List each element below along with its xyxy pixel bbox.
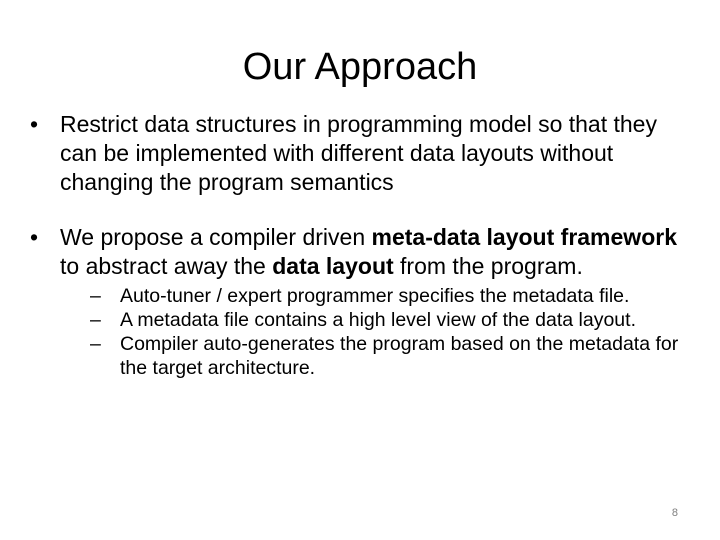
bold-text: data layout (272, 253, 394, 279)
bullet-text: We propose a compiler driven (60, 224, 372, 250)
bullet-text: from the program. (393, 253, 583, 279)
sub-bullet-text: A metadata file contains a high level view of the data layout. (120, 309, 636, 331)
slide-title: Our Approach (242, 46, 478, 88)
bullet-icon: • (30, 224, 39, 250)
dash-icon: – (90, 309, 101, 331)
sub-bullet-item (90, 332, 690, 380)
bullet-item (30, 223, 690, 380)
dash-icon: – (90, 285, 101, 307)
bullet-text: Restrict data structures in programming model so that they can be implemented with different data layouts without changing the program semantics (60, 111, 657, 195)
bullet-item (30, 110, 690, 197)
sub-bullet-list (60, 284, 690, 380)
bullet-list (30, 110, 690, 380)
bold-text: meta-data layout framework (371, 224, 677, 250)
slide-number: 8 (671, 507, 678, 519)
sub-bullet-item (90, 308, 690, 332)
sub-bullet-text: Auto-tuner / expert programmer specifies the metadata file. (120, 285, 630, 307)
bullet-text: to abstract away the (60, 253, 273, 279)
bullet-icon: • (30, 111, 39, 137)
dash-icon: – (90, 333, 101, 355)
sub-bullet-text: Compiler auto-generates the program based on the metadata for the target architecture. (120, 333, 679, 379)
sub-bullet-item (90, 284, 690, 308)
